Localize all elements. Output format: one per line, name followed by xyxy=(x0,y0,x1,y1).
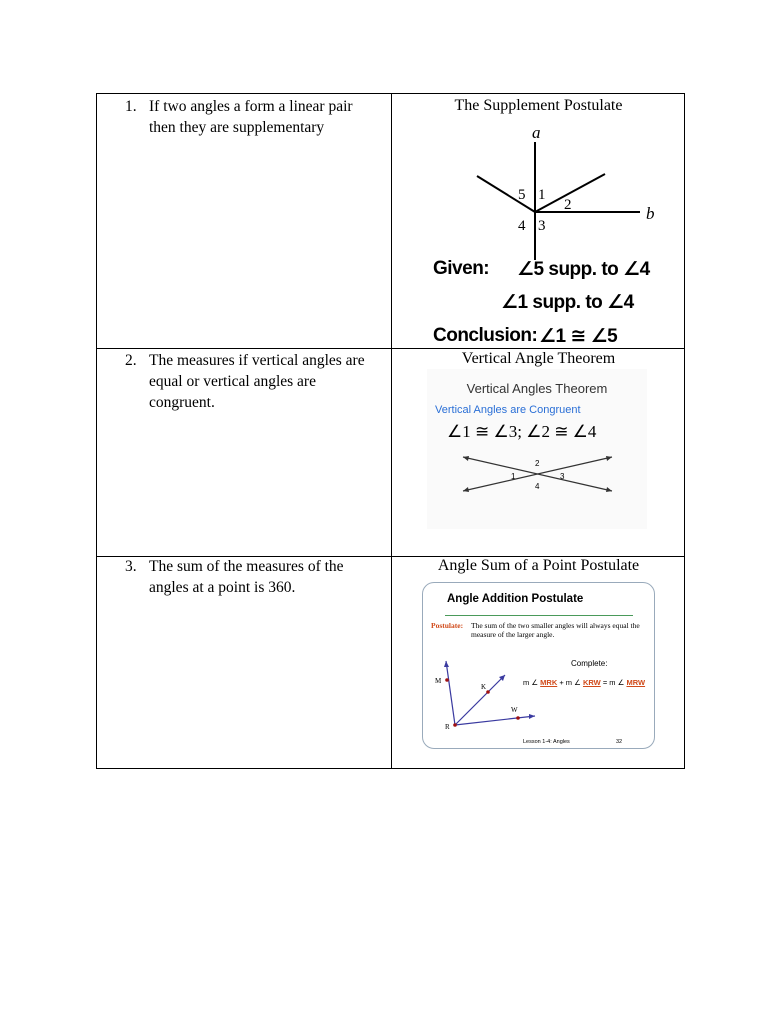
eq-equals: = m ∠ xyxy=(602,678,625,687)
given-label: Given: xyxy=(433,258,490,279)
vat-label-3: 3 xyxy=(560,472,565,481)
row-2-text: The measures if vertical angles are equal or vertical angles are congruent. xyxy=(149,352,365,411)
label-5: 5 xyxy=(518,187,526,203)
eq-m1: m ∠ xyxy=(523,678,539,687)
point-k: K xyxy=(481,683,487,691)
eq-angle-mrk: MRK xyxy=(540,678,558,687)
card-heading: Angle Addition Postulate xyxy=(447,593,584,605)
point-m: M xyxy=(435,677,442,685)
footer-right: 32 xyxy=(616,739,623,745)
row-2-number: 2. xyxy=(125,352,137,369)
row-2-title: Vertical Angle Theorem xyxy=(461,350,616,367)
complete-label: Complete: xyxy=(571,659,608,668)
row-3-number: 3. xyxy=(125,558,137,575)
ray-left xyxy=(477,176,535,212)
row-divider-1 xyxy=(97,348,684,349)
card-rule xyxy=(445,615,633,616)
row-1-number: 1. xyxy=(125,98,137,115)
vat-label-1: 1 xyxy=(511,472,516,481)
row-1-title: The Supplement Postulate xyxy=(454,97,623,114)
footer-left: Lesson 1-4: Angles xyxy=(523,739,570,745)
label-b: b xyxy=(646,204,655,223)
postulate-label: Postulate: xyxy=(431,621,464,630)
eq-angle-krw: KRW xyxy=(582,678,601,687)
given-line-2: ∠1 supp. to ∠4 xyxy=(501,292,634,313)
supplement-figure xyxy=(392,114,685,264)
label-2: 2 xyxy=(564,197,572,213)
vertical-angles-figure xyxy=(427,369,647,529)
vat-formula: ∠1 ≅ ∠3; ∠2 ≅ ∠4 xyxy=(447,422,597,441)
vat-label-4: 4 xyxy=(535,482,540,491)
label-a: a xyxy=(532,123,541,142)
angle-diagram xyxy=(423,653,656,733)
vat-label-2: 2 xyxy=(535,459,540,468)
conclusion-text: ∠1 ≅ ∠5 xyxy=(539,326,618,347)
row-3-title: Angle Sum of a Point Postulate xyxy=(437,557,640,574)
label-3: 3 xyxy=(538,218,546,234)
given-line-1: ∠5 supp. to ∠4 xyxy=(517,259,650,280)
vat-crossing-lines xyxy=(427,449,647,509)
eq-plus: + m ∠ xyxy=(559,678,581,687)
eq-angle-mrw: MRW xyxy=(626,678,646,687)
row-2-statement xyxy=(125,350,375,413)
point-r: R xyxy=(445,723,450,731)
row-3-statement xyxy=(125,556,375,598)
row-1-statement xyxy=(125,96,375,138)
vat-heading: Vertical Angles Theorem xyxy=(466,381,608,396)
vat-subheading: Vertical Angles are Congruent xyxy=(435,404,581,416)
angle-addition-card xyxy=(422,582,655,749)
postulate-table xyxy=(96,93,685,769)
conclusion-label: Conclusion: xyxy=(433,325,538,346)
label-4: 4 xyxy=(518,218,526,234)
label-1: 1 xyxy=(538,187,546,203)
row-3-text: The sum of the measures of the angles at a point is 360. xyxy=(149,558,344,596)
point-w: W xyxy=(511,706,518,714)
postulate-text: The sum of the two smaller angles will always equal the measure of the larger angle. xyxy=(471,621,640,639)
row-1-text: If two angles a form a linear pair then they are supplementary xyxy=(149,98,353,136)
